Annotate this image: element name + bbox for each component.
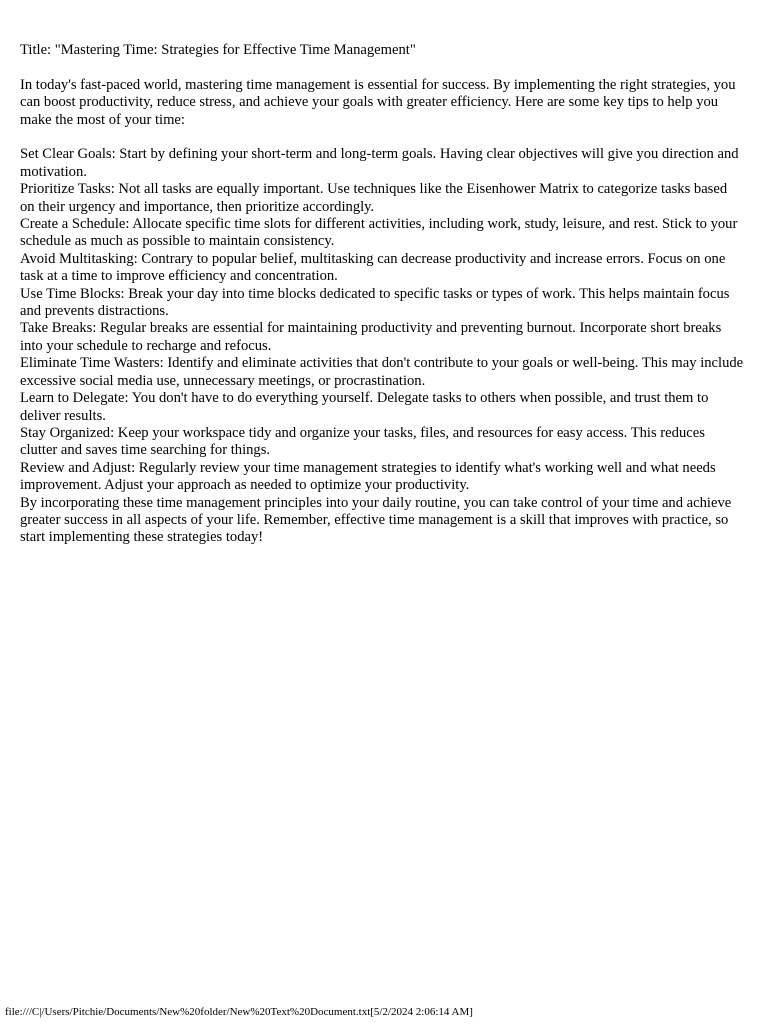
tip-eliminate-time-wasters: Eliminate Time Wasters: Identify and eliminate activities that don't contribute to your goals or well-being. This may include excessive social media use, unnecessary meetings, or procrastination. — [20, 355, 744, 389]
tip-stay-organized: Stay Organized: Keep your workspace tidy and organize your tasks, files, and resources for easy access. This reduces clutter and saves time searching for things. — [20, 424, 705, 459]
intro-paragraph: In today's fast-paced world, mastering time management is essential for success. By implementing the right strategies, you can boost productivity, reduce stress, and achieve your goals with greater efficiency. Here are some key tips to help you make the most of your time: — [20, 76, 736, 128]
tip-set-clear-goals: Set Clear Goals: Start by defining your short-term and long-term goals. Having clear objectives will give you direction and motivation. — [20, 146, 739, 180]
print-footer-path: file:///C|/Users/Pitchie/Documents/New%20folder/New%20Text%20Document.txt[5/2/2024 2:06:14 AM] — [5, 1006, 473, 1018]
tip-review-and-adjust: Review and Adjust: Regularly review your time management strategies to identify what's working well and what needs improvement. Adjust your approach as needed to optimize your productivity. — [20, 459, 716, 494]
tip-use-time-blocks: Use Time Blocks: Break your day into time blocks dedicated to specific tasks or types of work. This helps maintain focus and prevents distractions. — [20, 285, 730, 320]
document-title: Title: "Mastering Time: Strategies for Effective Time Management" — [20, 42, 416, 58]
tip-learn-to-delegate: Learn to Delegate: You don't have to do everything yourself. Delegate tasks to others when possible, and trust them to deliver results. — [20, 390, 709, 424]
tip-avoid-multitasking: Avoid Multitasking: Contrary to popular belief, multitasking can decrease productivity and increase errors. Focus on one task at a time to improve efficiency and concentration. — [20, 250, 726, 285]
conclusion-paragraph: By incorporating these time management principles into your daily routine, you can take control of your time and achieve greater success in all aspects of your life. Remember, effective time management is a skill that improves with practice, so start implementing these strategies today! — [20, 494, 732, 546]
document-body — [20, 42, 745, 547]
tip-create-schedule: Create a Schedule: Allocate specific time slots for different activities, including work, study, leisure, and rest. Stick to your schedule as much as possible to maintain consistency. — [20, 216, 738, 250]
tip-prioritize-tasks: Prioritize Tasks: Not all tasks are equally important. Use techniques like the Eisenhower Matrix to categorize tasks based on their urgency and importance, then prioritize accordingly. — [20, 181, 728, 215]
tip-take-breaks: Take Breaks: Regular breaks are essential for maintaining productivity and preventing burnout. Incorporate short breaks into your schedule to recharge and refocus. — [20, 320, 722, 354]
